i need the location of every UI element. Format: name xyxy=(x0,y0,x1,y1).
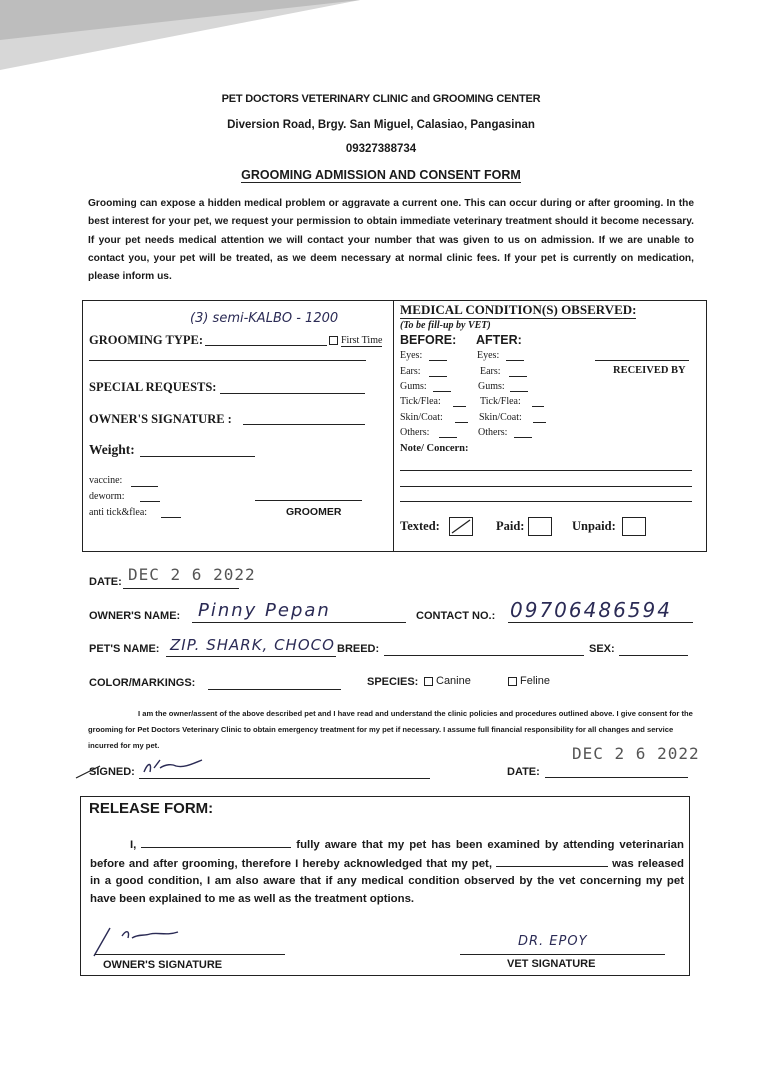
pet-name-value: ZIP. SHARK, CHOCO xyxy=(170,636,335,654)
groomer-label: GROOMER xyxy=(286,506,342,518)
check-mark-icon xyxy=(450,518,472,535)
grooming-type-value: (3) semi-KALBO - 1200 xyxy=(190,311,339,326)
unpaid-checkbox[interactable] xyxy=(622,517,646,536)
pet-name-label: PET'S NAME: xyxy=(89,643,160,655)
owners-signature-field[interactable] xyxy=(243,424,365,425)
grooming-type-field[interactable] xyxy=(205,345,327,346)
release-owner-signature-label: OWNER'S SIGNATURE xyxy=(103,959,223,971)
deworm-field[interactable] xyxy=(140,501,160,502)
feline-option[interactable] xyxy=(508,675,550,687)
after-others-field[interactable] xyxy=(514,437,532,438)
after-gums-field[interactable] xyxy=(510,391,528,392)
signed-field[interactable] xyxy=(139,778,430,779)
groomer-signature-field[interactable] xyxy=(255,500,362,501)
grooming-extra-line[interactable] xyxy=(89,360,366,361)
release-title: RELEASE FORM: xyxy=(89,800,214,817)
scan-corner-shadow xyxy=(0,0,360,80)
signed-label: SIGNED: xyxy=(89,766,135,778)
date-stamp: DEC 2 6 2022 xyxy=(128,565,256,584)
form-title: GROOMING ADMISSION AND CONSENT FORM xyxy=(241,168,521,182)
consent-text: I am the owner/assent of the above described pet and I have read and understand the clinic policies and procedures outlined above. I give consent for the grooming for Pet Doctors Veterinary Clinic to obtain emergency treatment for my pet if necessary. I assume full financial responsibility for all changes and service incurred for my pet. xyxy=(88,709,693,750)
note-line-2[interactable] xyxy=(400,486,692,487)
release-paragraph xyxy=(90,836,684,908)
before-skin-coat-field[interactable] xyxy=(455,422,468,423)
release-i: I, xyxy=(130,839,137,851)
before-gums-field[interactable] xyxy=(433,391,451,392)
release-pet-name-field[interactable] xyxy=(496,855,608,867)
owner-name-field[interactable] xyxy=(192,622,406,623)
before-skin-coat: Skin/Coat: xyxy=(400,412,443,423)
vaccine-label: vaccine: xyxy=(89,475,123,486)
clinic-address: Diversion Road, Brgy. San Miguel, Calasiao, Pangasinan xyxy=(227,119,535,131)
vet-signature-label: VET SIGNATURE xyxy=(507,958,596,970)
texted-checkbox[interactable] xyxy=(449,517,473,536)
vet-signature-field[interactable] xyxy=(460,954,665,955)
grooming-type-label: GROOMING TYPE: xyxy=(89,333,204,347)
before-gums: Gums: xyxy=(400,381,427,392)
canine-label: Canine xyxy=(436,675,471,687)
after-tick-flea-field[interactable] xyxy=(532,406,544,407)
first-time-label: First Time xyxy=(341,335,383,346)
after-ears-field[interactable] xyxy=(509,376,527,377)
consent-date-stamp: DEC 2 6 2022 xyxy=(572,744,700,763)
weight-field[interactable] xyxy=(140,456,255,457)
release-text-2: was released in a good condition, I am also aware that if any medical condition observed by the vet concerning my pet have been explained to me as well as the treatment options. xyxy=(90,857,684,905)
owner-name-value: Pinny Pepan xyxy=(198,600,331,621)
before-tick-flea: Tick/Flea: xyxy=(400,396,441,407)
canine-checkbox[interactable] xyxy=(424,677,433,686)
first-time-option[interactable] xyxy=(329,335,382,346)
breed-field[interactable] xyxy=(384,655,584,656)
before-eyes: Eyes: xyxy=(400,350,423,361)
owners-signature-label: OWNER'S SIGNATURE : xyxy=(89,412,232,426)
clinic-phone: 09327388734 xyxy=(345,143,417,155)
before-eyes-field[interactable] xyxy=(429,360,447,361)
note-concern-label: Note/ Concern: xyxy=(400,443,469,454)
paid-label: Paid: xyxy=(496,519,525,533)
after-eyes-field[interactable] xyxy=(506,360,524,361)
note-line-3[interactable] xyxy=(400,501,692,502)
after-others: Others: xyxy=(478,427,508,438)
release-owner-signature-field[interactable] xyxy=(95,954,285,955)
breed-label: BREED: xyxy=(337,643,380,655)
after-gums: Gums: xyxy=(478,381,505,392)
canine-option[interactable] xyxy=(424,675,471,687)
deworm-label: deworm: xyxy=(89,491,125,502)
unpaid-label: Unpaid: xyxy=(572,519,616,533)
release-text-1: fully aware that my pet has been examined by attending veterinarian before and after grooming, therefore I hereby acknowledged that my pet, xyxy=(90,839,684,870)
color-markings-field[interactable] xyxy=(208,689,341,690)
consent-date-label: DATE: xyxy=(507,766,540,778)
feline-label: Feline xyxy=(520,675,550,687)
owner-signature-scribble xyxy=(140,754,210,780)
contact-value: 09706486594 xyxy=(510,598,672,622)
first-time-checkbox[interactable] xyxy=(329,336,338,345)
before-others: Others: xyxy=(400,427,430,438)
feline-checkbox[interactable] xyxy=(508,677,517,686)
weight-label: Weight: xyxy=(89,442,135,457)
contact-field[interactable] xyxy=(508,622,693,623)
date-field[interactable] xyxy=(123,588,239,589)
date-label: DATE: xyxy=(89,576,122,588)
sex-field[interactable] xyxy=(619,655,688,656)
after-tick-flea: Tick/Flea: xyxy=(480,396,521,407)
received-by-field[interactable] xyxy=(595,360,689,361)
after-skin-coat-field[interactable] xyxy=(533,422,546,423)
before-others-field[interactable] xyxy=(439,437,457,438)
release-owner-name-field[interactable] xyxy=(141,836,291,848)
clinic-name: PET DOCTORS VETERINARY CLINIC and GROOMING CENTER xyxy=(221,93,541,105)
intro-paragraph: Grooming can expose a hidden medical problem or aggravate a current one. This can occur during or after grooming. In the best interest for your pet, we request your permission to obtain immediate veterinary treatment should it become necessary. If your pet needs medical attention we will contact your number that was given to us on admission. If we are unable to contact you, your pet will be treated, as we deem necessary at normal clinic fees. If your pet is currently on medication, please inform us. xyxy=(88,198,694,283)
vet-signature-value: DR. EPOY xyxy=(518,934,588,949)
medical-subtitle: (To be fill-up by VET) xyxy=(400,320,491,331)
texted-label: Texted: xyxy=(400,519,440,533)
special-requests-field[interactable] xyxy=(220,393,365,394)
release-owner-signature-scribble xyxy=(88,924,188,958)
after-label: AFTER: xyxy=(476,333,522,347)
owner-name-label: OWNER'S NAME: xyxy=(89,610,181,622)
medical-title: MEDICAL CONDITION(S) OBSERVED: xyxy=(400,302,637,317)
form-title-wrap xyxy=(0,168,762,182)
before-label: BEFORE: xyxy=(400,333,457,347)
contact-label: CONTACT NO.: xyxy=(416,610,496,622)
anti-tick-label: anti tick&flea: xyxy=(89,507,148,518)
before-tick-flea-field[interactable] xyxy=(453,406,466,407)
special-requests-label: SPECIAL REQUESTS: xyxy=(89,380,217,394)
consent-date-field[interactable] xyxy=(545,777,688,778)
pet-name-field[interactable] xyxy=(166,656,336,657)
color-markings-label: COLOR/MARKINGS: xyxy=(89,677,196,689)
paid-checkbox[interactable] xyxy=(528,517,552,536)
after-skin-coat: Skin/Coat: xyxy=(479,412,522,423)
anti-tick-field[interactable] xyxy=(161,517,181,518)
received-by-label: RECEIVED BY xyxy=(613,365,686,376)
sex-label: SEX: xyxy=(589,643,615,655)
vaccine-field[interactable] xyxy=(131,486,158,487)
after-ears: Ears: xyxy=(480,366,501,377)
after-eyes: Eyes: xyxy=(477,350,500,361)
signed-mark xyxy=(74,762,104,782)
before-ears-field[interactable] xyxy=(429,376,447,377)
before-ears: Ears: xyxy=(400,366,421,377)
species-label: SPECIES: xyxy=(367,676,419,688)
note-line-1[interactable] xyxy=(400,470,692,471)
